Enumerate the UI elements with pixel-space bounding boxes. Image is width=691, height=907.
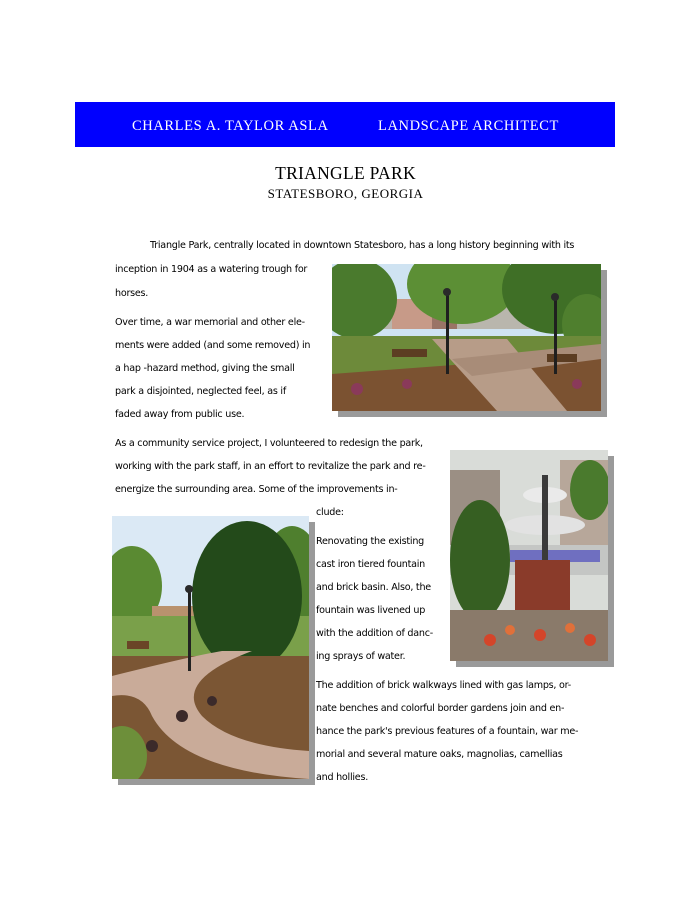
body-text-line: fountain was livened up (316, 605, 426, 616)
body-text-line: cast iron tiered fountain (316, 559, 426, 570)
header-banner (75, 102, 615, 147)
body-text-line: faded away from public use. (115, 409, 245, 420)
body-text-line: energize the surrounding area. Some of the improvements in- (115, 484, 398, 495)
body-text-line: and hollies. (316, 772, 368, 783)
body-text-line: As a community service project, I volunteered to redesign the park, (115, 438, 423, 449)
body-text-line: morial and several mature oaks, magnolias, camellias (316, 749, 563, 760)
body-text-line: Renovating the existing (316, 536, 425, 547)
body-text-line: nate benches and colorful border gardens join and en- (316, 703, 565, 714)
body-text-line: ing sprays of water. (316, 651, 406, 662)
body-text-line: park a disjointed, neglected feel, as if (115, 386, 286, 397)
magnolia-walkway-photo (112, 516, 309, 779)
body-text-line: hance the park's previous features of a fountain, war me- (316, 726, 579, 737)
body-text-line: Over time, a war memorial and other ele- (115, 317, 305, 328)
page-subtitle: STATESBORO, GEORGIA (267, 186, 424, 201)
body-text-line: clude: (316, 507, 344, 518)
park-walkway-photo (332, 264, 601, 411)
body-text-line: Triangle Park, centrally located in downtown Statesboro, has a long history beginning with its (150, 240, 575, 251)
body-text-line: inception in 1904 as a watering trough for (115, 264, 308, 275)
fountain-photo (450, 450, 608, 661)
architect-role: LANDSCAPE ARCHITECT (378, 118, 559, 134)
body-text-line: and brick basin. Also, the (316, 582, 431, 593)
body-text-line: working with the park staff, in an effort to revitalize the park and re- (115, 461, 426, 472)
body-text-line: horses. (115, 288, 149, 299)
body-text-line: with the addition of danc- (316, 628, 433, 639)
architect-name: CHARLES A. TAYLOR ASLA (132, 118, 329, 134)
body-text-line: a hap -hazard method, giving the small (115, 363, 295, 374)
body-text-line: The addition of brick walkways lined with gas lamps, or- (316, 680, 571, 691)
page-title: TRIANGLE PARK (275, 163, 416, 183)
body-text-line: ments were added (and some removed) in (115, 340, 311, 351)
